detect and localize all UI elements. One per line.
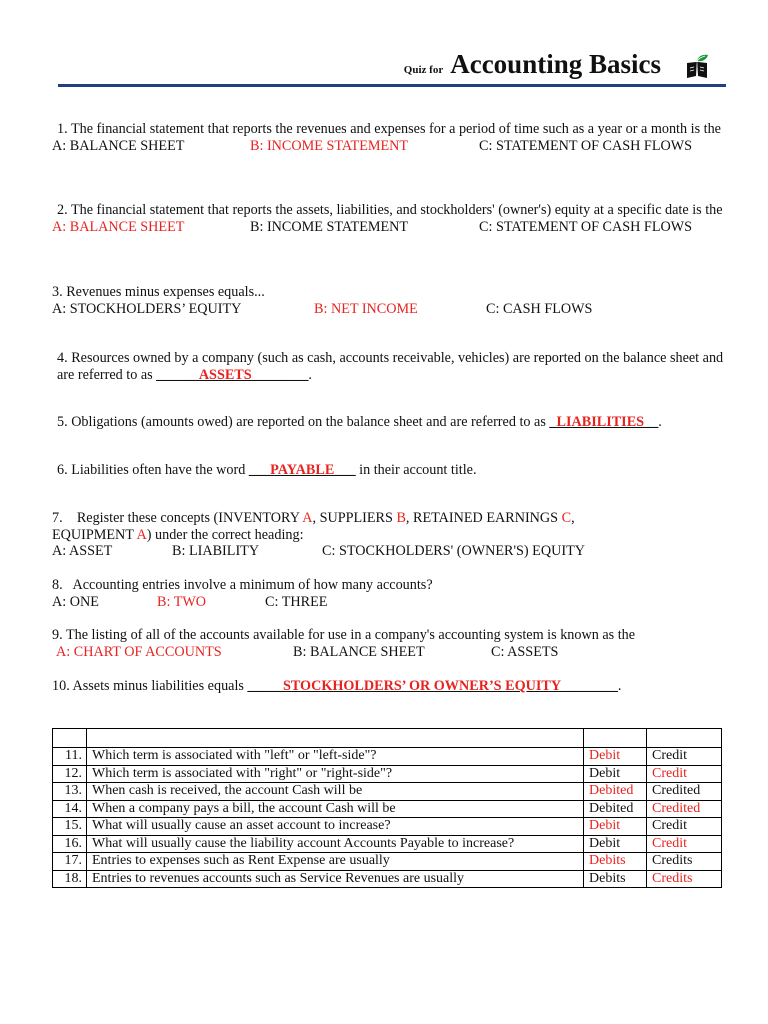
row-question: What will usually cause an asset account to increase? bbox=[87, 818, 584, 836]
row-question: When cash is received, the account Cash will be bbox=[87, 783, 584, 801]
table-row bbox=[53, 748, 722, 766]
option-b: B: NET INCOME bbox=[314, 300, 418, 317]
row-question: Entries to expenses such as Rent Expense are usually bbox=[87, 853, 584, 871]
answer-option-a: Debits bbox=[584, 853, 647, 871]
question-8 bbox=[52, 577, 724, 610]
answer-option-a: Debits bbox=[584, 870, 647, 888]
answer-blank: _LIABILITIES__ bbox=[549, 414, 659, 430]
option-c: C: STATEMENT OF CASH FLOWS bbox=[479, 137, 693, 154]
question-number: 9. bbox=[52, 627, 63, 643]
answer-options bbox=[52, 644, 724, 661]
answer-option-b: Credits bbox=[647, 870, 722, 888]
answer-option-b: Credit bbox=[647, 748, 722, 766]
question-4: 4. Resources owned by a company (such as cash, accounts receivable, vehicles) are reported on the balance sheet and are referred to as ______ASSETS________. bbox=[57, 350, 724, 383]
page-header bbox=[0, 0, 768, 90]
row-number: 12. bbox=[53, 765, 87, 783]
table-row bbox=[53, 853, 722, 871]
question-6: 6. Liabilities often have the word ___PAYABLE___ in their account title. bbox=[57, 462, 477, 478]
question-5: 5. Obligations (amounts owed) are reported on the balance sheet and are referred to as _LIABILITIES__. bbox=[57, 414, 662, 430]
row-question: Entries to revenues accounts such as Service Revenues are usually bbox=[87, 870, 584, 888]
row-number: 14. bbox=[53, 800, 87, 818]
option-a: A: BALANCE SHEET bbox=[52, 137, 185, 154]
row-number: 17. bbox=[53, 853, 87, 871]
table-row bbox=[53, 783, 722, 801]
row-number: 16. bbox=[53, 835, 87, 853]
concept-tag: C bbox=[561, 510, 572, 526]
answer-options bbox=[52, 301, 724, 318]
question-number: 1. bbox=[57, 121, 68, 137]
question-text: The listing of all of the accounts available for use in a company's accounting system is known as the bbox=[65, 627, 636, 643]
table-header-row bbox=[53, 729, 722, 748]
row-question: When a company pays a bill, the account Cash will be bbox=[87, 800, 584, 818]
option-c: C: ASSETS bbox=[491, 643, 559, 660]
answer-option-a: Debited bbox=[584, 800, 647, 818]
table-row bbox=[53, 870, 722, 888]
concept-tag: A bbox=[136, 526, 147, 543]
debit-credit-table bbox=[52, 728, 722, 888]
question-text: The financial statement that reports the assets, liabilities, and stockholders' (owner's) equity at a specific date is the bbox=[70, 202, 723, 218]
option-a: A: CHART OF ACCOUNTS bbox=[56, 643, 222, 660]
question-text: The financial statement that reports the revenues and expenses for a period of time such as a year or a month is the bbox=[70, 121, 721, 137]
answer-option-b: Credit bbox=[647, 818, 722, 836]
option-a: A: ASSET bbox=[52, 543, 113, 559]
answer-blank: ___PAYABLE___ bbox=[248, 462, 356, 478]
row-number: 11. bbox=[53, 748, 87, 766]
question-text: Assets minus liabilities equals bbox=[72, 678, 244, 694]
option-c: C: THREE bbox=[265, 593, 328, 610]
question-number: 3. bbox=[52, 284, 63, 300]
header-divider bbox=[58, 84, 726, 87]
table-row bbox=[53, 835, 722, 853]
answer-options bbox=[52, 594, 724, 611]
option-c: C: CASH FLOWS bbox=[486, 300, 593, 317]
question-text: Obligations (amounts owed) are reported on the balance sheet and are referred to as bbox=[71, 414, 546, 430]
question-number: 10. bbox=[52, 678, 70, 694]
question-number: 8. bbox=[52, 577, 63, 593]
row-question: Which term is associated with "left" or "left-side"? bbox=[87, 748, 584, 766]
row-question: Which term is associated with "right" or "right-side"? bbox=[87, 765, 584, 783]
question-2 bbox=[52, 202, 724, 235]
row-question: What will usually cause the liability account Accounts Payable to increase? bbox=[87, 835, 584, 853]
answer-options bbox=[52, 219, 724, 236]
answer-blank: _____STOCKHOLDERS’ OR OWNER’S EQUITY________ bbox=[247, 678, 618, 694]
option-a: A: ONE bbox=[52, 593, 99, 610]
answer-text: LIABILITIES bbox=[556, 414, 645, 430]
book-with-leaf-icon bbox=[684, 54, 710, 80]
option-b: B: LIABILITY bbox=[172, 543, 260, 559]
question-text-part: Register these concepts (INVENTORY bbox=[76, 510, 303, 526]
answer-text: PAYABLE bbox=[270, 462, 335, 478]
answer-option-a: Debit bbox=[584, 765, 647, 783]
answer-option-a: Debit bbox=[584, 748, 647, 766]
option-b: B: INCOME STATEMENT bbox=[250, 137, 409, 154]
question-3 bbox=[52, 284, 724, 317]
question-text: Liabilities often have the word bbox=[71, 462, 246, 478]
answer-text: STOCKHOLDERS’ OR OWNER’S EQUITY bbox=[282, 678, 562, 694]
table-row bbox=[53, 818, 722, 836]
answer-option-b: Credited bbox=[647, 800, 722, 818]
answer-option-b: Credited bbox=[647, 783, 722, 801]
option-b: B: TWO bbox=[157, 593, 206, 610]
option-c: C: STOCKHOLDERS' (OWNER'S) EQUITY bbox=[322, 543, 585, 559]
question-number: 2. bbox=[57, 202, 68, 218]
question-10: 10. Assets minus liabilities equals _____STOCKHOLDERS’ OR OWNER’S EQUITY________. bbox=[52, 678, 622, 694]
answer-text: ASSETS bbox=[198, 366, 252, 383]
option-a: A: BALANCE SHEET bbox=[52, 218, 185, 235]
row-number: 18. bbox=[53, 870, 87, 888]
option-c: C: STATEMENT OF CASH FLOWS bbox=[479, 218, 693, 235]
answer-blank: ______ASSETS________ bbox=[156, 366, 309, 383]
answer-option-b: Credit bbox=[647, 835, 722, 853]
option-b: B: BALANCE SHEET bbox=[293, 643, 425, 660]
answer-option-a: Debited bbox=[584, 783, 647, 801]
question-number: 4. bbox=[57, 350, 68, 366]
question-7: 7. Register these concepts (INVENTORY A, SUPPLIERS B, RETAINED EARNINGS C, EQUIPMENT A) under the correct heading: A: ASSET B: LIABILITY C: STOCKHOLDERS' (OWNER'S) EQUITY bbox=[52, 510, 724, 560]
question-9 bbox=[52, 627, 724, 660]
question-number: 5. bbox=[57, 414, 68, 430]
quiz-for-label: Quiz for bbox=[403, 64, 444, 76]
answer-options bbox=[52, 138, 724, 155]
row-number: 13. bbox=[53, 783, 87, 801]
answer-option-b: Credits bbox=[647, 853, 722, 871]
answer-option-b: Credit bbox=[647, 765, 722, 783]
document-title bbox=[404, 49, 661, 80]
table-row bbox=[53, 800, 722, 818]
question-text: Resources owned by a company (such as cash, accounts receivable, vehicles) are reported on the balance sheet and are referred to as bbox=[57, 350, 724, 383]
quiz-title: Accounting Basics bbox=[450, 49, 661, 79]
question-text: Revenues minus expenses equals... bbox=[66, 284, 265, 300]
concept-tag: A bbox=[302, 510, 313, 526]
option-b: B: INCOME STATEMENT bbox=[250, 218, 409, 235]
answer-option-a: Debit bbox=[584, 835, 647, 853]
question-text: Accounting entries involve a minimum of how many accounts? bbox=[72, 577, 433, 593]
question-1 bbox=[52, 121, 724, 154]
answer-option-a: Debit bbox=[584, 818, 647, 836]
concept-tag: B bbox=[396, 510, 406, 526]
option-a: A: STOCKHOLDERS’ EQUITY bbox=[52, 300, 242, 317]
question-number: 6. bbox=[57, 462, 68, 478]
question-number: 7. bbox=[52, 510, 63, 526]
table-row bbox=[53, 765, 722, 783]
answer-options bbox=[52, 543, 724, 560]
row-number: 15. bbox=[53, 818, 87, 836]
